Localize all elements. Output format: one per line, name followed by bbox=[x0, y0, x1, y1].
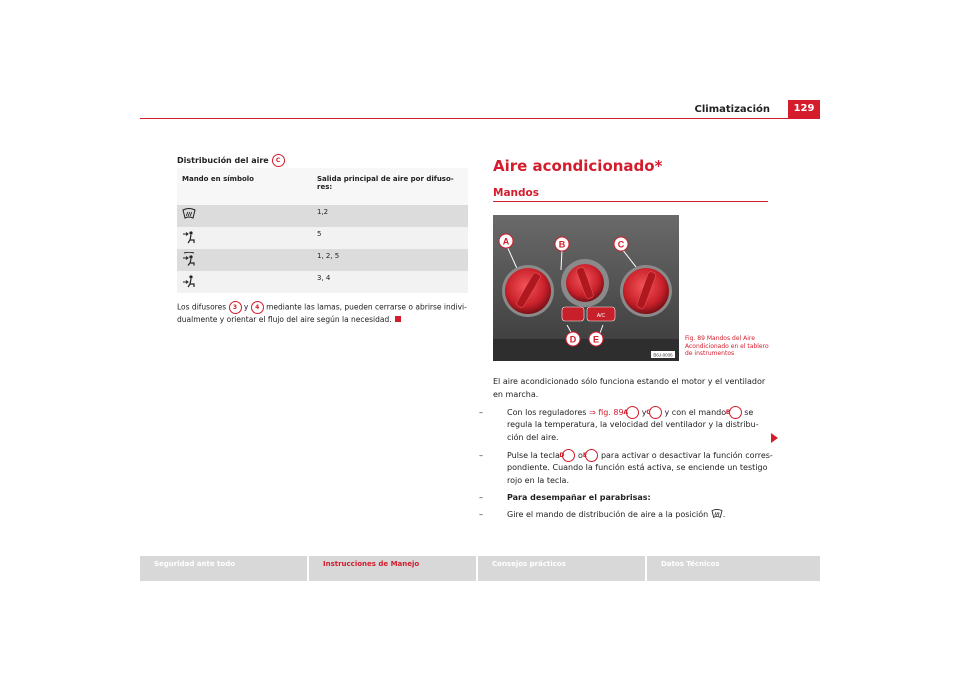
dash: – bbox=[479, 407, 483, 417]
figure-code: B6J-0036 bbox=[653, 352, 673, 358]
item-text: y con el mando bbox=[664, 407, 727, 417]
intro-paragraph: El aire acondicionado sólo funciona estando el motor y el ventilador en marcha. bbox=[493, 377, 766, 399]
figure-label-b: B bbox=[558, 239, 566, 250]
vents-paragraph bbox=[177, 301, 469, 326]
badge-4: 4 bbox=[251, 301, 264, 314]
item-text-bold: Para desempañar el parabrisas: bbox=[507, 492, 651, 502]
figure-label-e: E bbox=[592, 334, 600, 345]
air-distribution-table bbox=[177, 168, 468, 293]
badge-e: E bbox=[585, 449, 598, 462]
table-row bbox=[177, 271, 468, 293]
dash: – bbox=[479, 450, 483, 460]
item-text: Pulse la tecla bbox=[507, 450, 560, 460]
para-text: y bbox=[243, 302, 249, 312]
badge-3: 3 bbox=[229, 301, 242, 314]
badge-c: C bbox=[649, 406, 662, 419]
windshield-defrost-icon bbox=[182, 208, 196, 220]
figure-label-c: C bbox=[617, 239, 625, 250]
item-text: Con los reguladores bbox=[507, 407, 587, 417]
table-cell-value: 1,2 bbox=[312, 205, 468, 227]
heading-air-conditioning: Aire acondicionado* bbox=[493, 157, 663, 175]
table-cell-value: 1, 2, 5 bbox=[312, 249, 468, 271]
continue-arrow-icon bbox=[771, 433, 778, 443]
item-text: Gire el mando de distribución de aire a la posición bbox=[507, 509, 709, 519]
windshield-defrost-icon bbox=[711, 509, 723, 519]
air-to-face-and-windshield-icon bbox=[182, 252, 196, 266]
figure-label-d: D bbox=[569, 334, 577, 345]
table-header-outlet: Salida principal de aire por difuso-res: bbox=[312, 168, 468, 205]
footer-tab-operating-instructions[interactable]: Instrucciones de Manejo bbox=[309, 556, 476, 581]
badge-d: D bbox=[562, 449, 575, 462]
table-cell-value: 3, 4 bbox=[312, 271, 468, 293]
header-rule bbox=[140, 118, 820, 119]
table-row bbox=[177, 205, 468, 227]
table-header-row bbox=[177, 168, 468, 205]
list-item bbox=[479, 492, 773, 505]
running-header-title: Climatización bbox=[694, 104, 770, 115]
section-title-text: Distribución del aire bbox=[177, 156, 269, 165]
dash: – bbox=[479, 492, 483, 502]
badge-b: B bbox=[729, 406, 742, 419]
air-to-body-icon bbox=[182, 274, 196, 288]
item-text: y bbox=[641, 407, 647, 417]
para-text: Los difusores bbox=[177, 302, 227, 312]
item-text: se regula la temperatura, la velocidad del ventilador y la distribu-ción del aire. bbox=[507, 407, 759, 442]
subheading-controls: Mandos bbox=[493, 187, 539, 199]
figure-label-a: A bbox=[502, 236, 510, 247]
ac-button-label: A/C bbox=[596, 313, 606, 319]
figure-caption: Fig. 89 Mandos del Aire Acondicionado en el tablero de instrumentos bbox=[685, 335, 769, 357]
dash: – bbox=[479, 509, 483, 519]
table-cell-value: 5 bbox=[312, 227, 468, 249]
badge-c: C bbox=[272, 154, 285, 167]
climate-controls-photo bbox=[493, 215, 679, 361]
para-text: mediante las lamas, pueden cerrarse o abrirse indivi-dualmente y orientar el flujo del aire según la necesidad. bbox=[177, 302, 467, 324]
list-item bbox=[479, 449, 773, 488]
footer-tab-safety[interactable]: Seguridad ante todo bbox=[140, 556, 307, 581]
page-number: 129 bbox=[788, 100, 820, 118]
list-item bbox=[479, 406, 773, 445]
list-item: – Gire el mando de distribución de aire a la posición . bbox=[493, 509, 773, 522]
figure-link[interactable]: ⇒ fig. 89 bbox=[588, 407, 624, 417]
footer-tab-technical-data[interactable]: Datos Técnicos bbox=[647, 556, 820, 581]
badge-a: A bbox=[626, 406, 639, 419]
end-of-section-mark bbox=[395, 316, 401, 322]
air-to-face-icon bbox=[182, 230, 196, 244]
item-text: o bbox=[577, 450, 583, 460]
subheading-rule bbox=[493, 201, 768, 202]
table-row bbox=[177, 249, 468, 271]
table-row bbox=[177, 227, 468, 249]
item-text: para activar o desactivar la función corres-pondiente. Cuando la función está activa, se enciende un testigo rojo en la tecla. bbox=[507, 450, 773, 485]
footer-tab-practical-tips[interactable]: Consejos prácticos bbox=[478, 556, 645, 581]
table-header-control: Mando en símbolo bbox=[177, 168, 312, 205]
section-title-air-distribution bbox=[177, 154, 285, 167]
ac-instructions bbox=[479, 376, 773, 526]
